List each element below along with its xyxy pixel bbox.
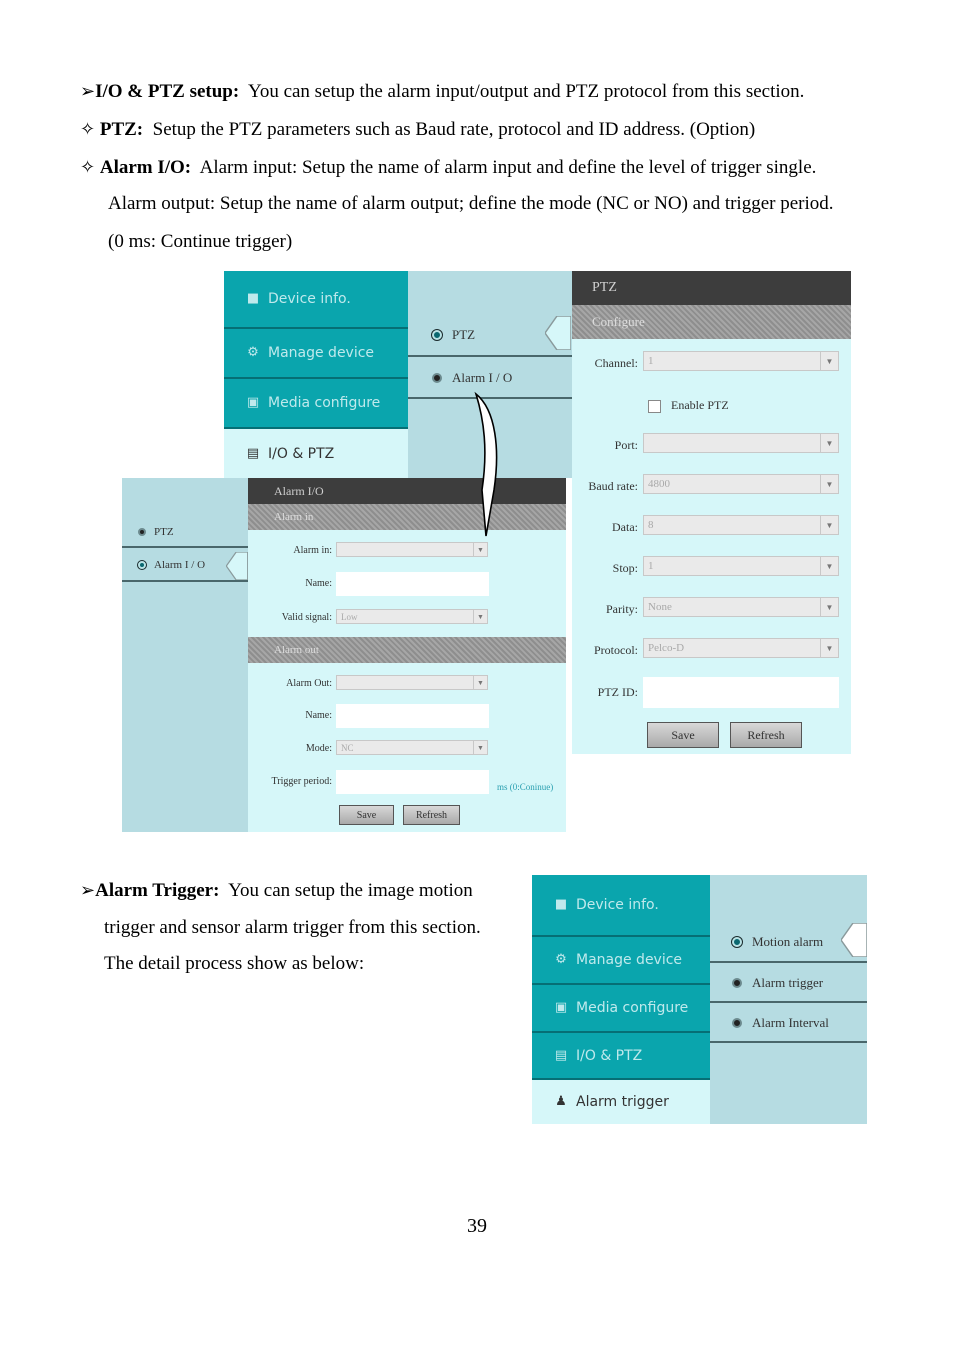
nav-item-io-ptz[interactable]: ▤ I/O & PTZ: [532, 1033, 710, 1080]
alarm-out-name-label: Name:: [305, 710, 332, 721]
alarm-in-label: Alarm in:: [293, 545, 332, 556]
selection-arrow-icon: [841, 923, 867, 957]
curved-arrow-icon: [466, 390, 506, 540]
io-submenu-bottom: [122, 478, 248, 832]
camera-icon: ■: [246, 291, 260, 306]
ptz-save-button[interactable]: Save: [647, 722, 719, 748]
ptz-title: PTZ: [572, 271, 851, 305]
stop-label: Stop:: [612, 561, 638, 575]
submenu-item-motion-alarm[interactable]: Motion alarm: [710, 923, 867, 963]
protocol-select[interactable]: Pelco-D ▼: [643, 638, 839, 658]
parity-select[interactable]: None ▼: [643, 597, 839, 617]
port-select[interactable]: [643, 433, 839, 453]
alarm-out-header: Alarm out: [248, 637, 566, 663]
radio-dot-icon: [432, 330, 442, 340]
chevron-down-icon: ▼: [473, 676, 487, 689]
connector-icon: ▤: [246, 445, 260, 461]
chevron-down-icon: ▼: [820, 598, 838, 616]
ptz-id-input[interactable]: [643, 677, 839, 708]
nav-item-device-info[interactable]: ■ Device info.: [532, 875, 710, 937]
connector-icon: ▤: [554, 1047, 568, 1063]
alarm-in-name-input[interactable]: [336, 572, 489, 596]
alarm-output-description: Alarm output: Setup the name of alarm output; define the mode (NC or NO) and trigger period.: [108, 193, 834, 214]
nav-item-io-ptz[interactable]: ▤ I/O & PTZ: [224, 429, 408, 478]
alarm-in-name-label: Name:: [305, 578, 332, 589]
continue-trigger-note: (0 ms: Continue trigger): [108, 231, 293, 252]
alarm-trigger-heading: ➢Alarm Trigger: You can setup the image motion: [80, 880, 473, 901]
radio-dot-icon: [432, 373, 442, 383]
nav-item-device-info[interactable]: ■ Device info.: [224, 271, 408, 329]
arrow-bullet-icon: ➢: [80, 880, 96, 901]
alarm-trigger-line2: trigger and sensor alarm trigger from this section.: [104, 917, 481, 938]
alarm-save-button[interactable]: Save: [339, 805, 394, 825]
alarm-io-title: Alarm I/O: [248, 478, 566, 504]
port-label: Port:: [614, 438, 638, 452]
bell-icon: ♟: [555, 1094, 567, 1109]
ptz-id-label: PTZ ID:: [597, 685, 638, 699]
chevron-down-icon: ▼: [473, 610, 487, 623]
selection-arrow-icon: [226, 552, 248, 580]
submenu-item-alarm-io[interactable]: Alarm I / O: [408, 359, 572, 399]
radio-dot-icon: [732, 978, 742, 988]
star-bullet-icon: ✧: [80, 119, 96, 140]
gear-icon: ⚙: [555, 952, 567, 967]
radio-dot-icon: [138, 528, 146, 536]
chevron-down-icon: ▼: [820, 475, 838, 493]
enable-ptz-checkbox[interactable]: [648, 400, 661, 413]
chevron-down-icon: ▼: [820, 557, 838, 575]
ptz-configure-header: Configure: [572, 305, 851, 339]
radio-dot-icon: [138, 561, 146, 569]
page-number: 39: [467, 1215, 487, 1237]
alarm-out-label: Alarm Out:: [286, 678, 332, 689]
selection-arrow-icon: [545, 316, 571, 350]
ptz-description: ✧ PTZ: Setup the PTZ parameters such as Baud rate, protocol and ID address. (Option): [80, 119, 756, 140]
ptz-refresh-button[interactable]: Refresh: [730, 722, 802, 748]
chevron-down-icon: ▼: [820, 434, 838, 452]
alarm-out-select[interactable]: [336, 675, 488, 690]
submenu-item-alarm-trigger[interactable]: Alarm trigger: [710, 965, 867, 1003]
protocol-label: Protocol:: [594, 643, 638, 657]
submenu-item-alarm-io[interactable]: Alarm I / O: [122, 550, 248, 582]
trigger-period-input[interactable]: [336, 770, 489, 794]
chevron-down-icon: ▼: [820, 352, 838, 370]
nav-item-media-configure[interactable]: ▣ Media configure: [532, 985, 710, 1033]
alarm-out-name-input[interactable]: [336, 704, 489, 728]
valid-signal-label: Valid signal:: [281, 612, 332, 623]
film-icon: ▣: [246, 395, 260, 410]
enable-ptz-label: Enable PTZ: [671, 398, 729, 412]
nav-item-alarm-trigger[interactable]: ♟ Alarm trigger: [532, 1080, 710, 1124]
chevron-down-icon: ▼: [473, 741, 487, 754]
radio-dot-icon: [732, 1018, 742, 1028]
gear-icon: ⚙: [247, 345, 259, 360]
trigger-period-label: Trigger period:: [271, 776, 332, 787]
nav-item-media-configure[interactable]: ▣ Media configure: [224, 379, 408, 429]
mode-select[interactable]: NC ▼: [336, 740, 488, 755]
nav-item-manage-device[interactable]: ⚙ Manage device: [532, 937, 710, 985]
baud-rate-label: Baud rate:: [588, 479, 638, 493]
arrow-bullet-icon: ➢: [80, 81, 96, 102]
valid-signal-select[interactable]: Low ▼: [336, 609, 488, 624]
alarm-refresh-button[interactable]: Refresh: [403, 805, 460, 825]
ptz-panel: [572, 271, 851, 754]
radio-dot-icon: [732, 937, 742, 947]
channel-label: Channel:: [594, 356, 638, 370]
alarm-in-header: Alarm in: [248, 504, 566, 530]
submenu-item-ptz[interactable]: PTZ: [122, 518, 248, 548]
chevron-down-icon: ▼: [820, 516, 838, 534]
nav-menu-trigger: [532, 875, 710, 1124]
trigger-unit-hint: ms (0:Coninue): [497, 782, 554, 792]
nav-menu: [224, 271, 408, 478]
film-icon: ▣: [554, 1000, 568, 1015]
io-ptz-heading: ➢I/O & PTZ setup: You can setup the alarm input/output and PTZ protocol from this section.: [80, 81, 805, 102]
chevron-down-icon: ▼: [473, 543, 487, 556]
alarm-trigger-line3: The detail process show as below:: [104, 953, 365, 974]
submenu-item-ptz[interactable]: PTZ: [408, 315, 572, 357]
nav-item-manage-device[interactable]: ⚙ Manage device: [224, 329, 408, 379]
data-select[interactable]: 8 ▼: [643, 515, 839, 535]
trigger-submenu: [710, 875, 867, 1124]
data-label: Data:: [612, 520, 638, 534]
star-bullet-icon: ✧: [80, 157, 96, 178]
channel-select[interactable]: 1 ▼: [643, 351, 839, 371]
alarm-io-panel: [248, 478, 566, 832]
alarm-io-description: ✧ Alarm I/O: Alarm input: Setup the name of alarm input and define the level of trigger single.: [80, 157, 817, 178]
alarm-in-select[interactable]: [336, 542, 488, 557]
stop-select[interactable]: 1 ▼: [643, 556, 839, 576]
baud-rate-select[interactable]: 4800 ▼: [643, 474, 839, 494]
camera-icon: ■: [554, 897, 568, 912]
submenu-item-alarm-interval[interactable]: Alarm Interval: [710, 1005, 867, 1043]
parity-label: Parity:: [606, 602, 638, 616]
mode-label: Mode:: [305, 743, 332, 754]
chevron-down-icon: ▼: [820, 639, 838, 657]
